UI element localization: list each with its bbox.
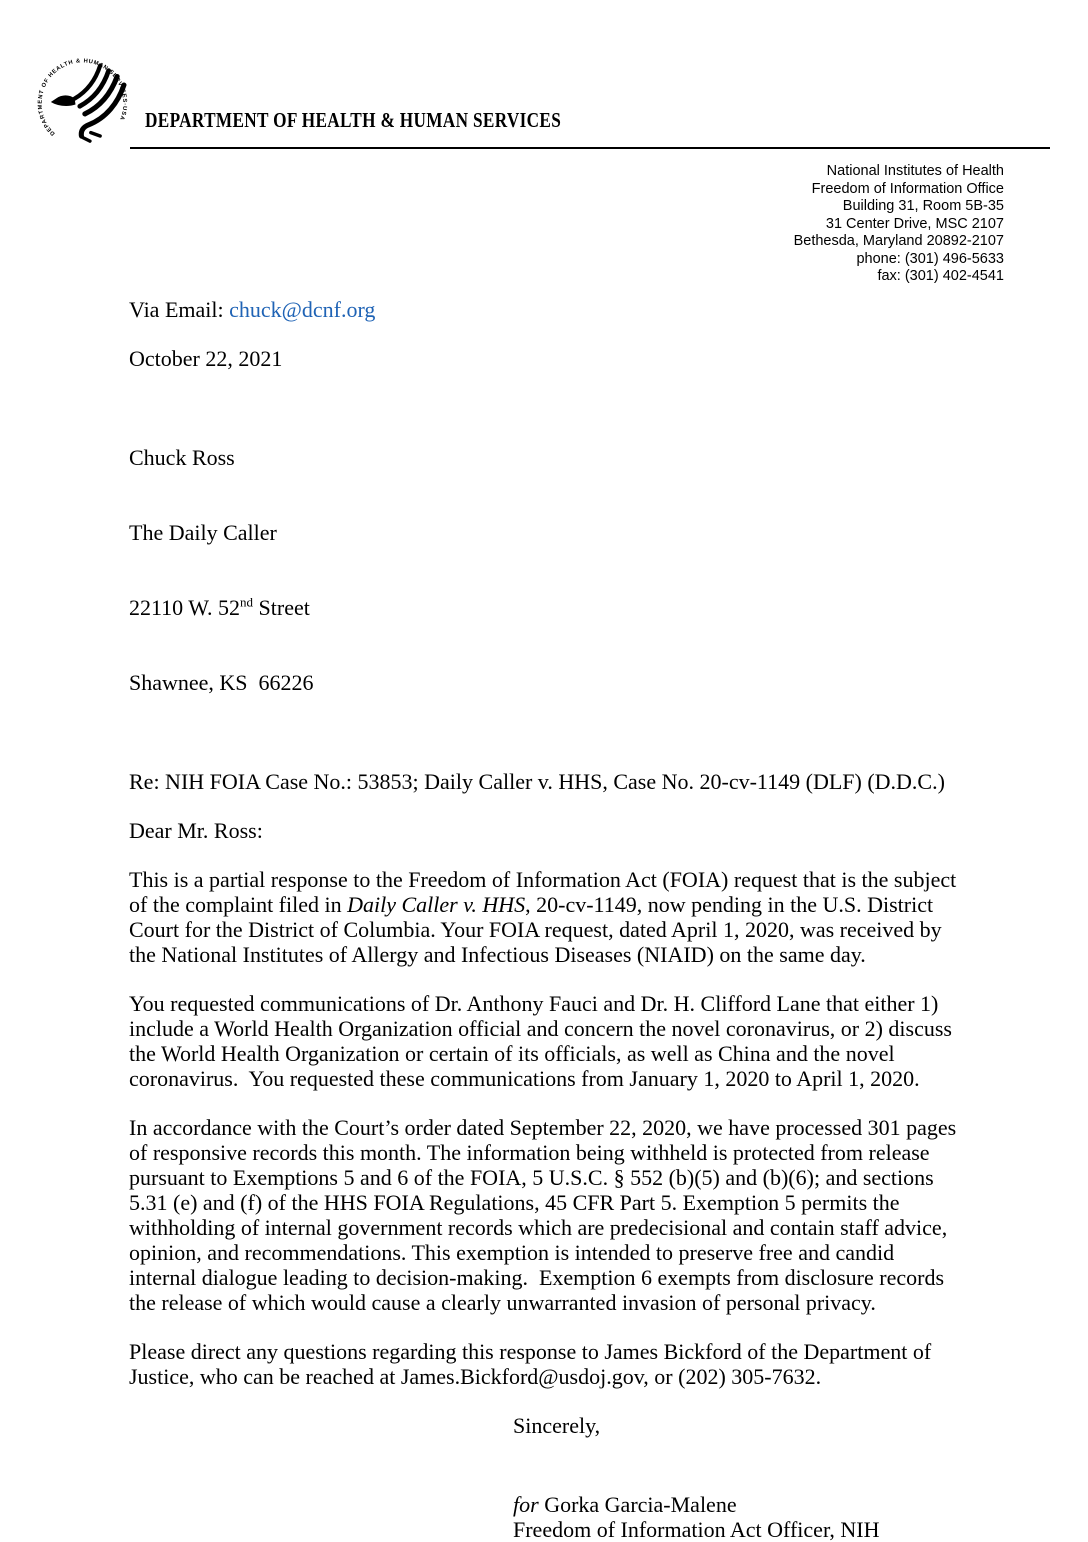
- letter-body: [129, 297, 963, 1542]
- signature-name-line: for Gorka Garcia-Malene: [513, 1492, 737, 1517]
- signature-for-italic: for: [513, 1492, 539, 1517]
- signature-block: [513, 1492, 963, 1542]
- agency-address-line: phone: (301) 496-5633: [856, 250, 1004, 267]
- agency-address-line: National Institutes of Health: [826, 163, 1004, 179]
- seal-circular-text: DEPARTMENT OF HEALTH & HUMAN SERVICES·USA: [37, 58, 128, 137]
- agency-address-line: Bethesda, Maryland 20892-2107: [793, 233, 1004, 249]
- letter-date: October 22, 2021: [129, 346, 283, 371]
- case-name-italic: Daily Caller v. HHS: [347, 892, 526, 917]
- street-ordinal-superscript: nd: [240, 594, 254, 610]
- paragraph-4: Please direct any questions regarding this response to James Bickford of the Department of Justice, who can be reached at James.Bickford@usdoj.gov, or (202) 305-7632.: [129, 1339, 937, 1389]
- agency-address-line: Building 31, Room 5B-35: [842, 198, 1004, 214]
- hhs-eagle-seal-icon: [33, 42, 135, 162]
- recipient-name: Chuck Ross: [129, 445, 235, 470]
- re-line: Re: NIH FOIA Case No.: 53853; Daily Caller v. HHS, Case No. 20-cv-1149 (DLF) (D.D.C.): [129, 769, 945, 794]
- agency-address-block: [794, 163, 1004, 286]
- recipient-city-line: Shawnee, KS 66226: [129, 670, 314, 695]
- eagle-head: [51, 95, 76, 106]
- header-divider: [130, 147, 1050, 149]
- agency-address-line: 31 Center Drive, MSC 2107: [825, 215, 1004, 232]
- closing: Sincerely,: [513, 1413, 601, 1438]
- paragraph-2: You requested communications of Dr. Anthony Fauci and Dr. H. Clifford Lane that either 1) include a World Health Organization official and concern the novel coronavirus, or 2) discuss the World Health Organization or certain of its officials, as well as China and the novel coronavirus. You requested these communications from January 1, 2020 to April 1, 2020.: [129, 991, 958, 1091]
- agency-address-line: fax: (301) 402-4541: [877, 268, 1004, 284]
- recipient-street: 22110 W. 52nd Street: [129, 594, 310, 620]
- via-email-line: [129, 297, 963, 322]
- recipient-email-link[interactable]: chuck@dcnf.org: [229, 297, 376, 322]
- salutation: Dear Mr. Ross:: [129, 818, 263, 843]
- eagle-feet: [81, 133, 100, 142]
- paragraph-1: This is a partial response to the Freedom of Information Act (FOIA) request that is the subject of the complaint filed in Daily Caller v. HHS, 20-cv-1149, now pending in the U.S. District Court for the District of Columbia. Your FOIA request, dated April 1, 2020, was received by the National Institutes of Allergy and Infectious Diseases (NIAID) on the same day.: [129, 867, 962, 967]
- paragraph-3: In accordance with the Court’s order dated September 22, 2020, we have processed 301 pages of responsive records this month. The information being withheld is protected from release pursuant to Exemptions 5 and 6 of the FOIA, 5 U.S.C. § 552 (b)(5) and (b)(6); and sections 5.31 (e) and (f) of the HHS FOIA Regulations, 45 CFR Part 5. Exemption 5 permits the withholding of internal government records which are predecisional and contain staff advice, opinion, and recommendations. This exemption is intended to preserve free and candid internal dialogue leading to decision-making. Exemption 6 exempts from disclosure records the release of which would cause a clearly unwarranted invasion of personal privacy.: [129, 1115, 962, 1315]
- via-email-label: Via Email:: [129, 297, 230, 322]
- signature-title: Freedom of Information Act Officer, NIH: [513, 1517, 880, 1542]
- eagle-stripes: [75, 65, 124, 136]
- agency-address-line: Freedom of Information Office: [811, 180, 1004, 197]
- recipient-address-block: [129, 395, 963, 745]
- svg-text:DEPARTMENT OF HEALTH & HUMAN S: [38, 58, 128, 136]
- recipient-organization: The Daily Caller: [129, 520, 277, 545]
- department-title: DEPARTMENT OF HEALTH & HUMAN SERVICES: [145, 108, 562, 132]
